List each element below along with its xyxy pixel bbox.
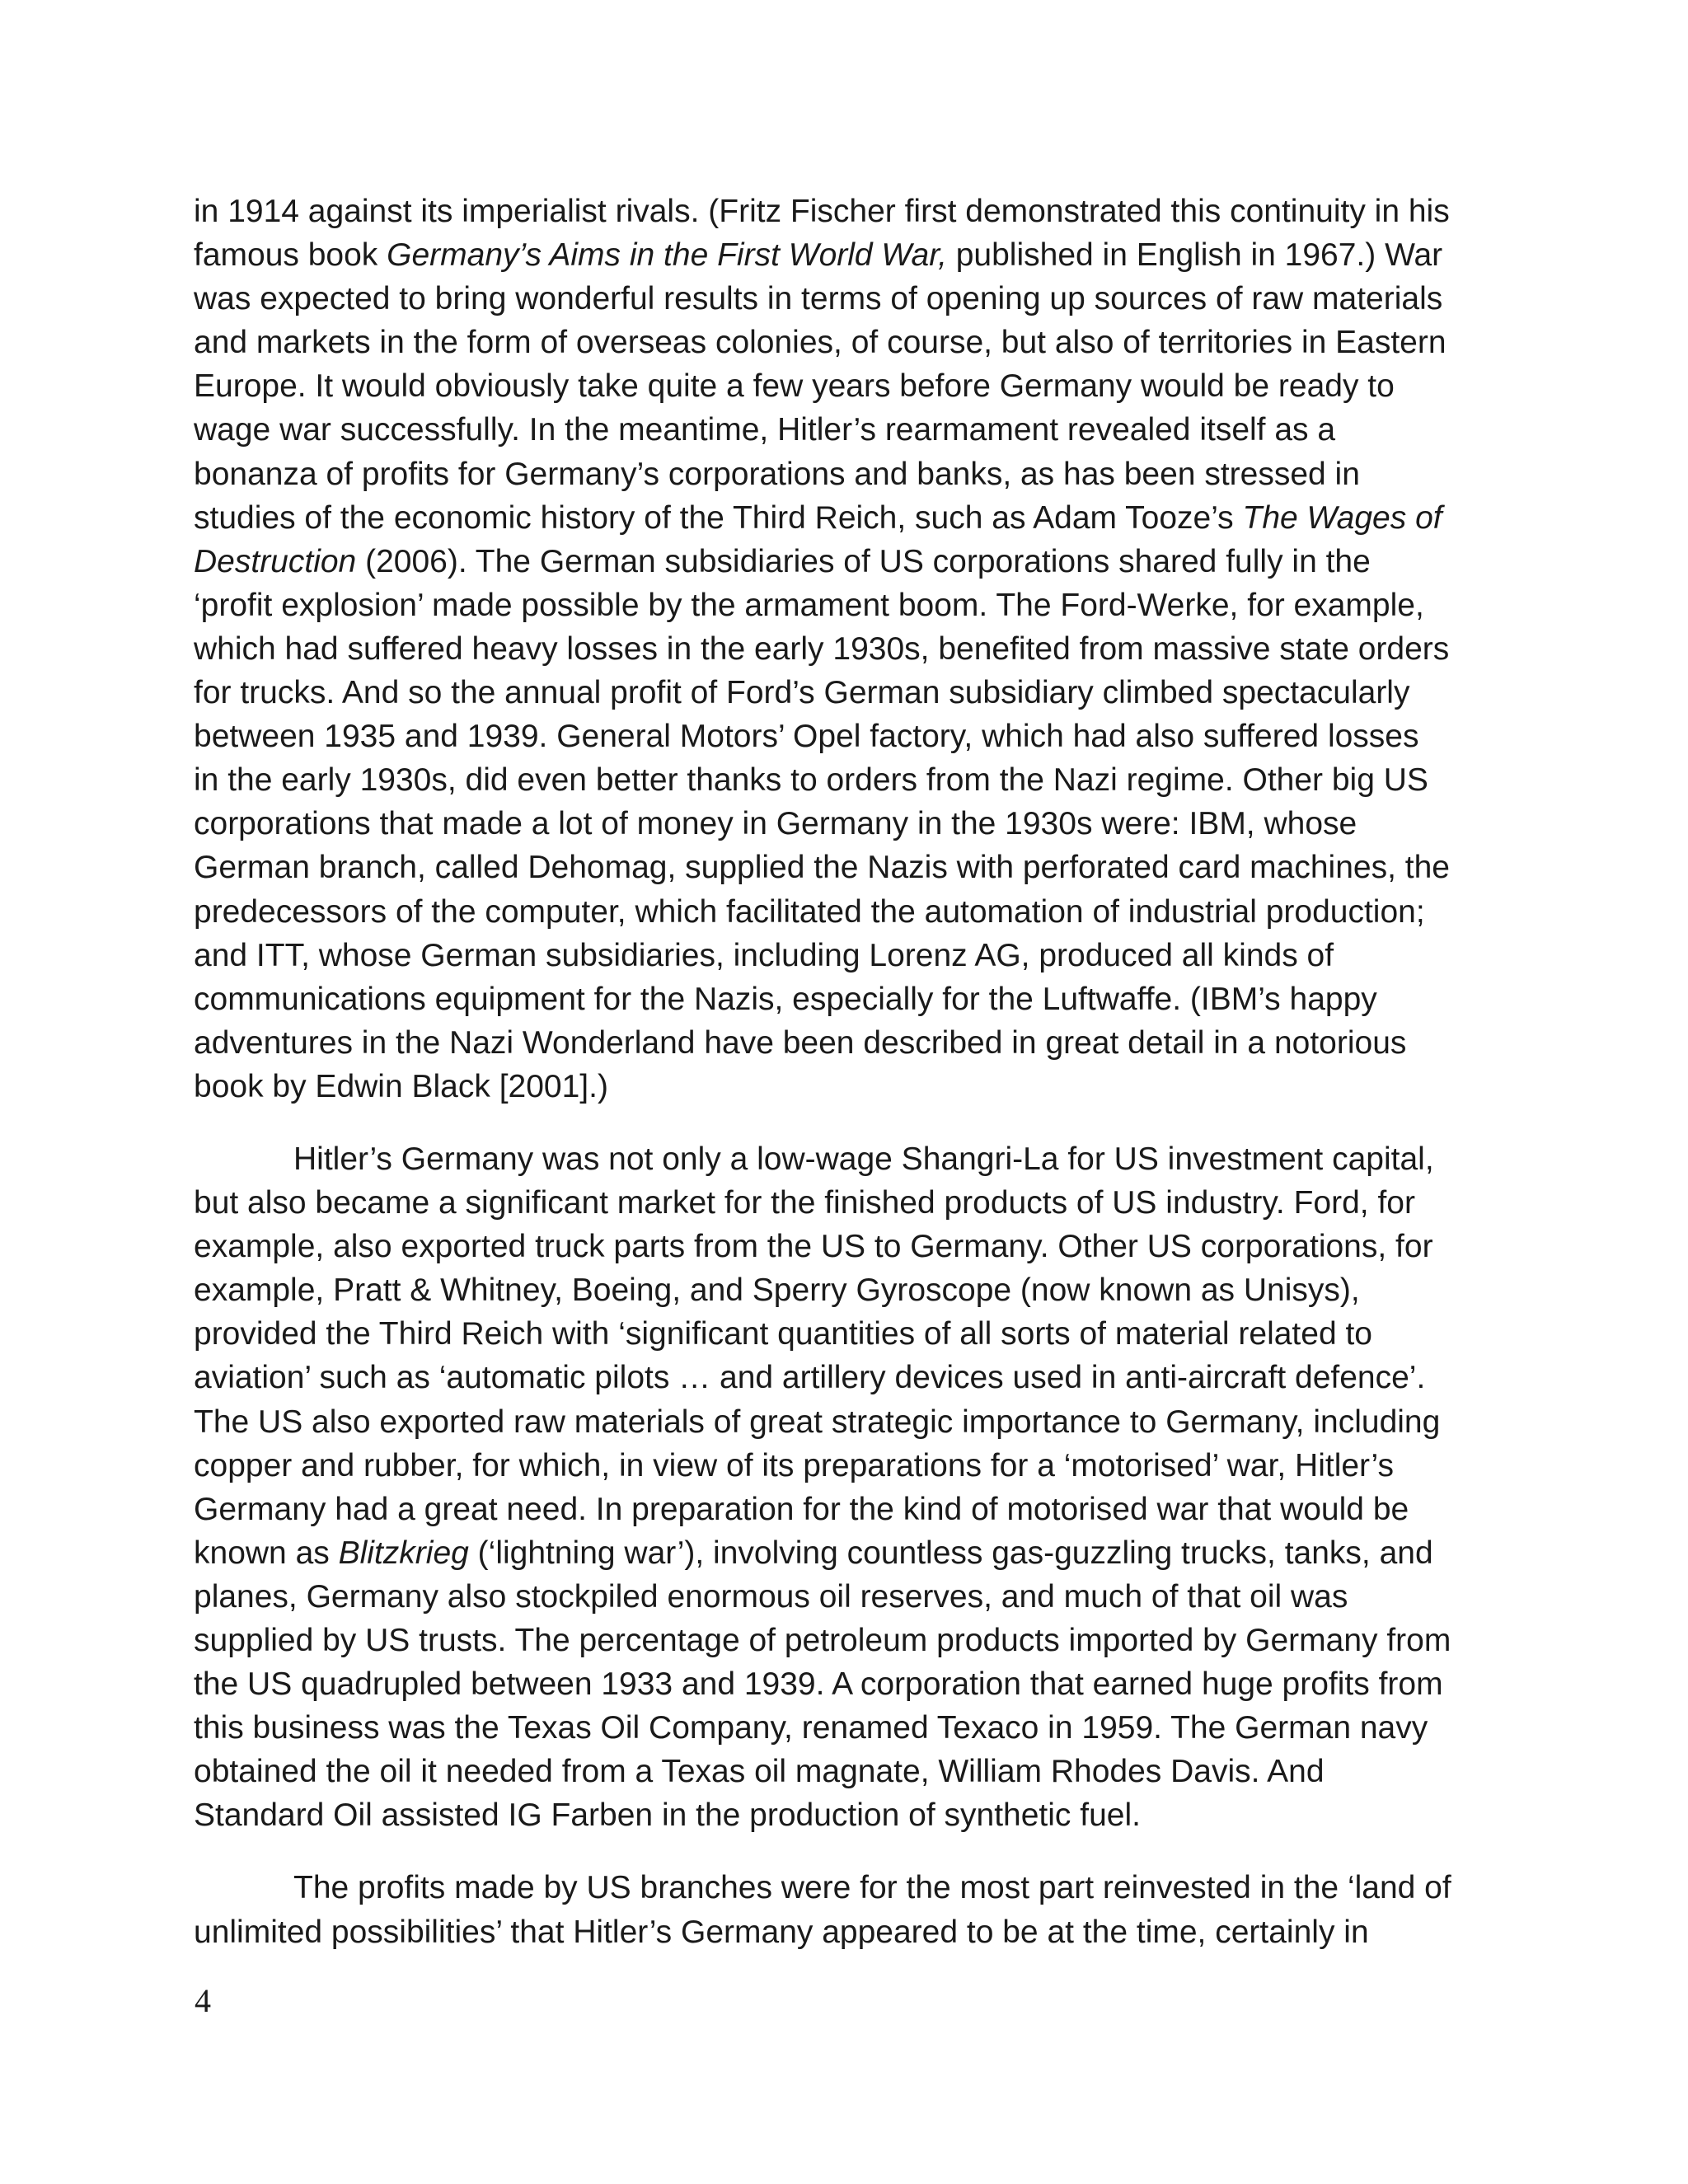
- text-line: [194, 802, 1512, 846]
- text-line: [194, 496, 1512, 540]
- text-line: [194, 715, 1512, 758]
- text-line: [194, 277, 1512, 321]
- text-line: [194, 1021, 1512, 1065]
- text-segment: studies of the economic history of the Third Reich, such as Adam Tooze’s: [194, 499, 1243, 536]
- text-line: [194, 1444, 1512, 1488]
- body-text: [194, 190, 1512, 1954]
- text-segment: example, also exported truck parts from the US to Germany. Other US corporations, for: [194, 1229, 1433, 1265]
- text-line: [194, 977, 1512, 1021]
- text-segment: but also became a significant market for the finished products of US industry. Ford, for: [194, 1185, 1415, 1221]
- text-line: [194, 1531, 1512, 1575]
- text-line: [194, 1706, 1512, 1750]
- text-segment: wage war successfully. In the meantime, Hitler’s rearmament revealed itself as a: [194, 412, 1336, 448]
- text-line: [194, 934, 1512, 977]
- italic-text: Destruction: [194, 543, 357, 579]
- text-line: [194, 1268, 1512, 1312]
- text-line: [194, 190, 1512, 233]
- text-segment: The US also exported raw materials of great strategic importance to Germany, including: [194, 1404, 1441, 1440]
- text-segment: provided the Third Reich with ‘significant quantities of all sorts of material related to: [194, 1316, 1372, 1352]
- text-line: [194, 1225, 1512, 1268]
- text-line: [194, 233, 1512, 277]
- text-segment: this business was the Texas Oil Company, renamed Texaco in 1959. The German navy: [194, 1710, 1428, 1746]
- text-segment: for trucks. And so the annual profit of Ford’s German subsidiary climbed spectacularly: [194, 675, 1410, 711]
- paragraph: [194, 1137, 1512, 1838]
- text-line: [194, 1750, 1512, 1793]
- text-segment: in 1914 against its imperialist rivals. (Fritz Fischer first demonstrated this continuity in his: [194, 194, 1450, 229]
- text-segment: bonanza of profits for Germany’s corporations and banks, as has been stressed in: [194, 456, 1360, 492]
- text-line: [194, 1400, 1512, 1444]
- text-segment: example, Pratt & Whitney, Boeing, and Sperry Gyroscope (now known as Unisys),: [194, 1272, 1360, 1309]
- text-line: [194, 452, 1512, 496]
- text-segment: adventures in the Nazi Wonderland have been described in great detail in a notorious: [194, 1024, 1407, 1061]
- text-segment: Standard Oil assisted IG Farben in the production of synthetic fuel.: [194, 1797, 1141, 1834]
- text-segment: Europe. It would obviously take quite a few years before Germany would be ready to: [194, 368, 1395, 405]
- text-segment: published in English in 1967.) War: [946, 237, 1443, 274]
- text-segment: Hitler’s Germany was not only a low-wage Shangri-La for US investment capital,: [293, 1141, 1434, 1177]
- text-segment: communications equipment for the Nazis, especially for the Luftwaffe. (IBM’s happy: [194, 981, 1377, 1017]
- text-line: [194, 1793, 1512, 1837]
- text-line: [194, 408, 1512, 452]
- text-line: [194, 627, 1512, 671]
- italic-text: The Wages of: [1242, 499, 1442, 536]
- text-line: [194, 1488, 1512, 1531]
- text-segment: Germany had a great need. In preparation for the kind of motorised war that would be: [194, 1491, 1409, 1527]
- text-line: [194, 364, 1512, 408]
- text-segment: obtained the oil it needed from a Texas oil magnate, William Rhodes Davis. And: [194, 1754, 1325, 1790]
- text-segment: corporations that made a lot of money in Germany in the 1930s were: IBM, whose: [194, 806, 1357, 842]
- text-line: [194, 540, 1512, 583]
- text-line: [194, 890, 1512, 934]
- paragraph: [194, 1866, 1512, 1953]
- text-line: [194, 1181, 1512, 1225]
- text-line: [194, 1619, 1512, 1662]
- text-line: [194, 1662, 1512, 1706]
- text-line: [194, 583, 1512, 627]
- text-line: [194, 1910, 1512, 1954]
- text-line: [194, 671, 1512, 715]
- text-segment: the US quadrupled between 1933 and 1939. A corporation that earned huge profits from: [194, 1666, 1443, 1703]
- paragraph: [194, 190, 1512, 1108]
- text-segment: and markets in the form of overseas colonies, of course, but also of territories in Eastern: [194, 325, 1447, 361]
- text-line: [194, 321, 1512, 364]
- text-segment: supplied by US trusts. The percentage of petroleum products imported by Germany from: [194, 1623, 1451, 1658]
- text-segment: known as: [194, 1535, 339, 1571]
- text-line: [194, 846, 1512, 889]
- text-line: [194, 1312, 1512, 1356]
- text-segment: planes, Germany also stockpiled enormous oil reserves, and much of that oil was: [194, 1578, 1348, 1615]
- text-segment: copper and rubber, for which, in view of its preparations for a ‘motorised’ war, Hitler’s: [194, 1447, 1394, 1483]
- text-segment: between 1935 and 1939. General Motors’ Opel factory, which had also suffered losses: [194, 719, 1419, 755]
- text-line: [194, 1866, 1512, 1910]
- text-line: [194, 1575, 1512, 1619]
- text-segment: ‘profit explosion’ made possible by the armament boom. The Ford-Werke, for example,: [194, 587, 1424, 623]
- text-segment: and ITT, whose German subsidiaries, including Lorenz AG, produced all kinds of: [194, 937, 1334, 973]
- text-segment: aviation’ such as ‘automatic pilots … and artillery devices used in anti-aircraft defence’.: [194, 1360, 1426, 1396]
- text-segment: The profits made by US branches were for the most part reinvested in the ‘land of: [293, 1870, 1451, 1906]
- text-segment: (2006). The German subsidiaries of US corporations shared fully in the: [356, 543, 1371, 579]
- text-line: [194, 1356, 1512, 1399]
- text-segment: predecessors of the computer, which facilitated the automation of industrial production;: [194, 893, 1425, 930]
- text-line: [194, 758, 1512, 802]
- text-line: [194, 1065, 1512, 1108]
- text-segment: book by Edwin Black [2001].): [194, 1068, 608, 1104]
- text-segment: famous book: [194, 237, 387, 274]
- italic-text: Blitzkrieg: [338, 1535, 469, 1571]
- text-segment: (‘lightning war’), involving countless gas-guzzling trucks, tanks, and: [468, 1535, 1433, 1571]
- text-segment: German branch, called Dehomag, supplied the Nazis with perforated card machines, the: [194, 850, 1450, 886]
- text-segment: was expected to bring wonderful results in terms of opening up sources of raw materials: [194, 281, 1443, 317]
- text-segment: unlimited possibilities’ that Hitler’s Germany appeared to be at the time, certainly in: [194, 1914, 1369, 1950]
- italic-text: Germany’s Aims in the First World War,: [387, 237, 947, 274]
- page-number: 4: [195, 1982, 211, 2019]
- text-segment: in the early 1930s, did even better thanks to orders from the Nazi regime. Other big US: [194, 762, 1428, 799]
- text-segment: which had suffered heavy losses in the early 1930s, benefited from massive state orders: [194, 630, 1450, 667]
- text-line: [194, 1137, 1512, 1181]
